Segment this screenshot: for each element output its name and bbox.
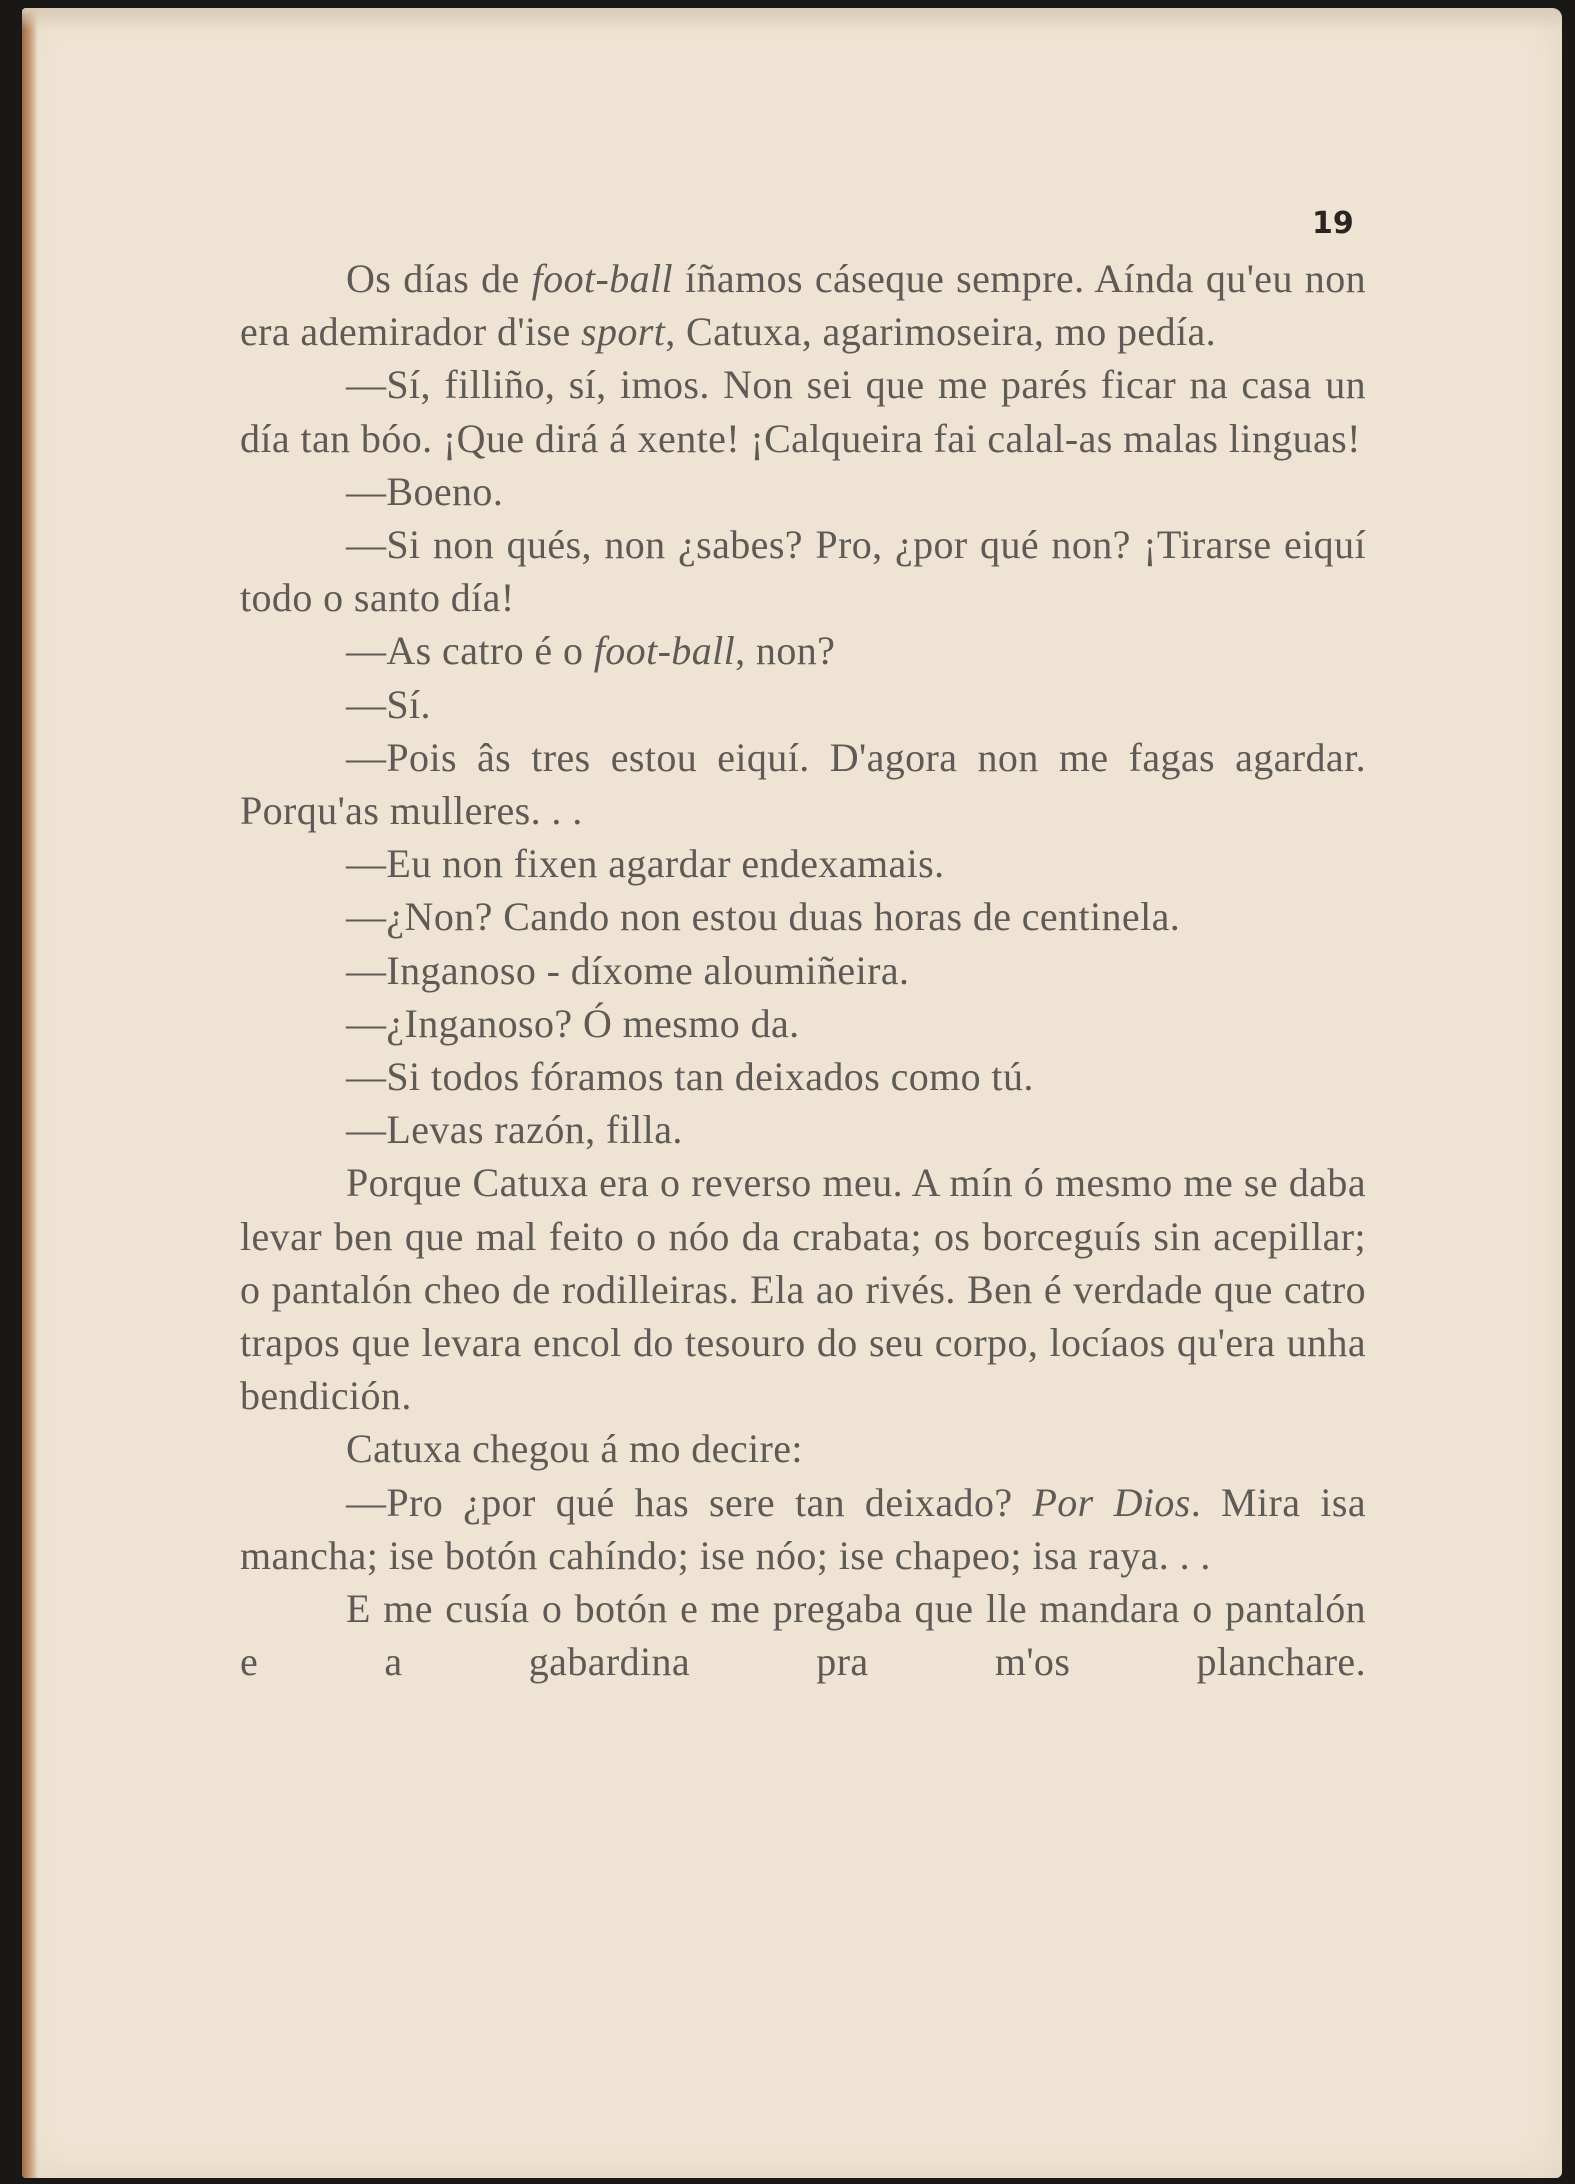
paragraph: Porque Catuxa era o reverso meu. A mín ó mesmo me se daba levar ben que mal feito o nóo da crabata; os borceguís sin acepillar; o pantalón cheo de rodilleiras. Ela ao rivés. Ben é verdade que catro trapos que levara encol do tesouro do seu corpo, locíaos qu'era unha bendición. [240,1160,1366,1419]
paragraph: —Pois âs tres estou eiquí. D'agora non me fagas agardar. Porqu'as mulleres. . . [240,734,1366,834]
italic-term: sport [581,309,666,355]
paragraph: —Boeno. [346,468,504,514]
page-binding-edge [22,8,38,2178]
paragraph: —Si todos fóramos tan deixados como tú. [346,1054,1034,1100]
body-text [240,252,1366,1688]
paragraph: —Levas razón, filla. [346,1107,683,1153]
italic-term: foot-ball [593,628,736,674]
paragraph: —¿Inganoso? Ó mesmo da. [346,1000,800,1046]
paragraph: —Eu non fixen agardar endexamais. [346,841,945,887]
paragraph: —Inganoso - díxome aloumiñeira. [346,947,910,993]
paragraph: —Si non qués, non ¿sabes? Pro, ¿por qué non? ¡Tirarse eiquí todo o santo día! [240,522,1366,621]
paragraph: E me cusía o botón e me pregaba que lle mandara o pantalón e a gabardina pra m'os planchare. [240,1586,1366,1685]
paragraph: —Sí, filliño, sí, imos. Non sei que me parés ficar na casa un día tan bóo. ¡Que dirá á xente! ¡Calqueira fai calal-as malas linguas! [240,362,1366,461]
paragraph: —Sí. [346,681,431,727]
book-page [22,8,1562,2178]
page-top-edge [22,8,1562,30]
italic-term: foot-ball [531,256,674,301]
paragraph: —¿Non? Cando non estou duas horas de centinela. [346,894,1181,940]
paragraph: Catuxa chegou á mo decire: [346,1426,803,1472]
page-number: 19 [1312,206,1354,241]
paragraph: Os días de foot-ball íñamos cáseque sempre. Aínda qu'eu non era ademirador d'ise sport, Catuxa, agarimoseira, mo pedía. [240,256,1366,355]
italic-term: Por Dios [1032,1479,1191,1525]
paragraph: —As catro é o foot-ball, non? [346,628,836,674]
paragraph: —Pro ¿por qué has sere tan deixado? Por Dios. Mira isa mancha; ise botón cahíndo; ise nóo; ise chapeo; isa raya. . . [240,1479,1366,1578]
